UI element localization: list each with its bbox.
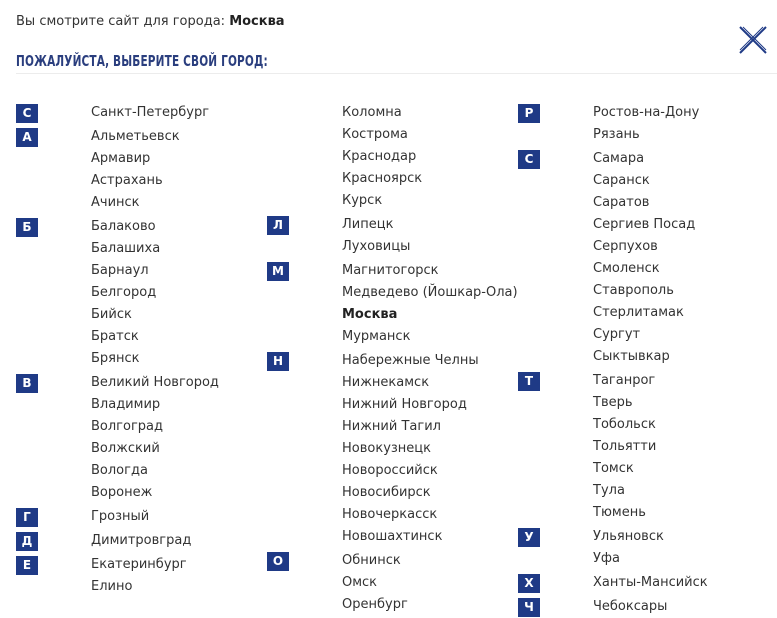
- city-link[interactable]: Волгоград: [91, 419, 164, 434]
- city-link[interactable]: Краснодар: [342, 149, 417, 164]
- city-link[interactable]: Димитровград: [91, 533, 192, 548]
- letter-badge: Д: [16, 532, 38, 551]
- city-row: [16, 460, 266, 482]
- city-link[interactable]: Тюмень: [593, 505, 646, 520]
- city-row: [16, 102, 266, 124]
- city-row: [518, 148, 768, 170]
- city-row: [16, 506, 266, 528]
- city-row: [16, 216, 266, 238]
- city-row: [518, 170, 768, 192]
- city-row: [16, 416, 266, 438]
- city-link[interactable]: Москва: [342, 307, 398, 322]
- city-link[interactable]: Воронеж: [91, 485, 153, 500]
- letter-badge: В: [16, 374, 38, 393]
- city-row: [267, 168, 517, 190]
- city-row: [518, 236, 768, 258]
- city-link[interactable]: Сыктывкар: [593, 349, 670, 364]
- city-row: [267, 550, 517, 572]
- city-row: [16, 148, 266, 170]
- city-link[interactable]: Липецк: [342, 217, 394, 232]
- city-link[interactable]: Таганрог: [593, 373, 656, 388]
- city-link[interactable]: Ульяновск: [593, 529, 664, 544]
- current-city-line: [16, 14, 285, 29]
- city-link[interactable]: Оренбург: [342, 597, 408, 612]
- letter-badge: М: [267, 262, 289, 281]
- city-row: [16, 326, 266, 348]
- city-row: [16, 126, 266, 148]
- city-link[interactable]: Елино: [91, 579, 133, 594]
- city-row: [267, 504, 517, 526]
- current-city-prefix: Вы смотрите сайт для города:: [16, 14, 226, 29]
- city-link[interactable]: Ханты-Мансийск: [593, 575, 708, 590]
- city-link[interactable]: Белгород: [91, 285, 157, 300]
- city-link[interactable]: Нижний Новгород: [342, 397, 467, 412]
- city-link[interactable]: Балашиха: [91, 241, 161, 256]
- current-city-name: Москва: [229, 14, 285, 29]
- city-link[interactable]: Сергиев Посад: [593, 217, 696, 232]
- letter-badge: У: [518, 528, 540, 547]
- city-row: [16, 576, 266, 598]
- city-row: [267, 372, 517, 394]
- city-row: [518, 480, 768, 502]
- city-link[interactable]: Саратов: [593, 195, 650, 210]
- letter-badge: Н: [267, 352, 289, 371]
- page-title: ПОЖАЛУЙСТА, ВЫБЕРИТЕ СВОЙ ГОРОД:: [16, 52, 268, 70]
- letter-badge: Х: [518, 574, 540, 593]
- city-row: [267, 146, 517, 168]
- city-row: [518, 192, 768, 214]
- city-link[interactable]: Курск: [342, 193, 383, 208]
- city-link[interactable]: Серпухов: [593, 239, 658, 254]
- city-link[interactable]: Смоленск: [593, 261, 660, 276]
- city-link[interactable]: Тобольск: [593, 417, 656, 432]
- city-row: [267, 350, 517, 372]
- city-link[interactable]: Екатеринбург: [91, 557, 187, 572]
- letter-badge: Г: [16, 508, 38, 527]
- city-row: [518, 572, 768, 594]
- close-icon[interactable]: [737, 24, 769, 56]
- city-link[interactable]: Новороссийск: [342, 463, 438, 478]
- city-link[interactable]: Вологда: [91, 463, 148, 478]
- city-row: [267, 190, 517, 212]
- city-link[interactable]: Ставрополь: [593, 283, 674, 298]
- letter-badge: С: [16, 104, 38, 123]
- city-row: [267, 394, 517, 416]
- city-row: [267, 416, 517, 438]
- city-row: [518, 124, 768, 146]
- city-row: [518, 102, 768, 124]
- city-link[interactable]: Тула: [593, 483, 625, 498]
- city-row: [16, 192, 266, 214]
- city-row: [16, 282, 266, 304]
- city-row: [16, 530, 266, 552]
- city-row: [267, 572, 517, 594]
- letter-badge: Е: [16, 556, 38, 575]
- city-link[interactable]: Армавир: [91, 151, 151, 166]
- city-link[interactable]: Ачинск: [91, 195, 140, 210]
- city-row: [267, 124, 517, 146]
- city-row: [518, 392, 768, 414]
- city-row: [518, 258, 768, 280]
- city-link[interactable]: Владимир: [91, 397, 161, 412]
- city-row: [16, 260, 266, 282]
- city-link[interactable]: Уфа: [593, 551, 621, 566]
- city-column-1: [16, 102, 266, 598]
- city-row: [518, 502, 768, 524]
- city-link[interactable]: Новочеркасск: [342, 507, 438, 522]
- city-row: [518, 346, 768, 368]
- city-row: [518, 214, 768, 236]
- city-row: [267, 526, 517, 548]
- city-row: [16, 438, 266, 460]
- city-link[interactable]: Волжский: [91, 441, 160, 456]
- city-link[interactable]: Рязань: [593, 127, 640, 142]
- city-link[interactable]: Астрахань: [91, 173, 163, 188]
- city-link[interactable]: Нижний Тагил: [342, 419, 441, 434]
- city-row: [518, 370, 768, 392]
- city-row: [16, 554, 266, 576]
- city-row: [518, 324, 768, 346]
- city-link[interactable]: Нижнекамск: [342, 375, 430, 390]
- city-link[interactable]: Набережные Челны: [342, 353, 479, 368]
- city-link[interactable]: Балаково: [91, 219, 156, 234]
- city-row: [267, 460, 517, 482]
- city-row: [267, 482, 517, 504]
- city-link[interactable]: Обнинск: [342, 553, 401, 568]
- city-row: [267, 438, 517, 460]
- city-link[interactable]: Сургут: [593, 327, 641, 342]
- city-row: [518, 458, 768, 480]
- city-link[interactable]: Тверь: [593, 395, 633, 410]
- city-row: [16, 482, 266, 504]
- city-row: [267, 594, 517, 616]
- city-row: [16, 372, 266, 394]
- city-row: [267, 304, 517, 326]
- city-link[interactable]: Чебоксары: [593, 599, 668, 614]
- city-link[interactable]: Магнитогорск: [342, 263, 439, 278]
- city-row: [267, 236, 517, 258]
- city-link[interactable]: Медведево (Йошкар-Ола): [342, 285, 518, 300]
- city-link[interactable]: Коломна: [342, 105, 402, 120]
- city-link[interactable]: Томск: [593, 461, 634, 476]
- city-link[interactable]: Братск: [91, 329, 139, 344]
- city-row: [16, 348, 266, 370]
- city-link[interactable]: Новошахтинск: [342, 529, 443, 544]
- city-row: [16, 238, 266, 260]
- city-link[interactable]: Альметьевск: [91, 129, 180, 144]
- city-link[interactable]: Бийск: [91, 307, 132, 322]
- city-link[interactable]: Стерлитамак: [593, 305, 684, 320]
- city-row: [518, 596, 768, 618]
- city-link[interactable]: Грозный: [91, 509, 150, 524]
- city-link[interactable]: Омск: [342, 575, 378, 590]
- city-row: [16, 170, 266, 192]
- city-row: [518, 548, 768, 570]
- city-link[interactable]: Луховицы: [342, 239, 411, 254]
- divider: [16, 73, 777, 74]
- city-column-2: [267, 102, 517, 616]
- city-link[interactable]: Ростов-на-Дону: [593, 105, 700, 120]
- city-link[interactable]: Барнаул: [91, 263, 149, 278]
- city-link[interactable]: Новосибирск: [342, 485, 431, 500]
- city-row: [518, 302, 768, 324]
- city-link[interactable]: Брянск: [91, 351, 140, 366]
- city-row: [518, 414, 768, 436]
- letter-badge: Т: [518, 372, 540, 391]
- letter-badge: Р: [518, 104, 540, 123]
- letter-badge: Ч: [518, 598, 540, 617]
- city-link[interactable]: Санкт-Петербург: [91, 105, 210, 120]
- city-link[interactable]: Тольятти: [593, 439, 657, 454]
- city-link[interactable]: Красноярск: [342, 171, 423, 186]
- city-row: [267, 260, 517, 282]
- city-row: [16, 304, 266, 326]
- letter-badge: А: [16, 128, 38, 147]
- city-column-3: [518, 102, 768, 618]
- city-row: [267, 214, 517, 236]
- city-row: [518, 280, 768, 302]
- city-row: [267, 102, 517, 124]
- city-row: [518, 526, 768, 548]
- letter-badge: Л: [267, 216, 289, 235]
- city-row: [267, 326, 517, 348]
- letter-badge: О: [267, 552, 289, 571]
- letter-badge: Б: [16, 218, 38, 237]
- city-row: [16, 394, 266, 416]
- city-link[interactable]: Кострома: [342, 127, 408, 142]
- letter-badge: С: [518, 150, 540, 169]
- city-row: [267, 282, 517, 304]
- city-row: [518, 436, 768, 458]
- city-link[interactable]: Саранск: [593, 173, 650, 188]
- city-link[interactable]: Великий Новгород: [91, 375, 219, 390]
- city-link[interactable]: Новокузнецк: [342, 441, 432, 456]
- city-link[interactable]: Самара: [593, 151, 645, 166]
- city-link[interactable]: Мурманск: [342, 329, 411, 344]
